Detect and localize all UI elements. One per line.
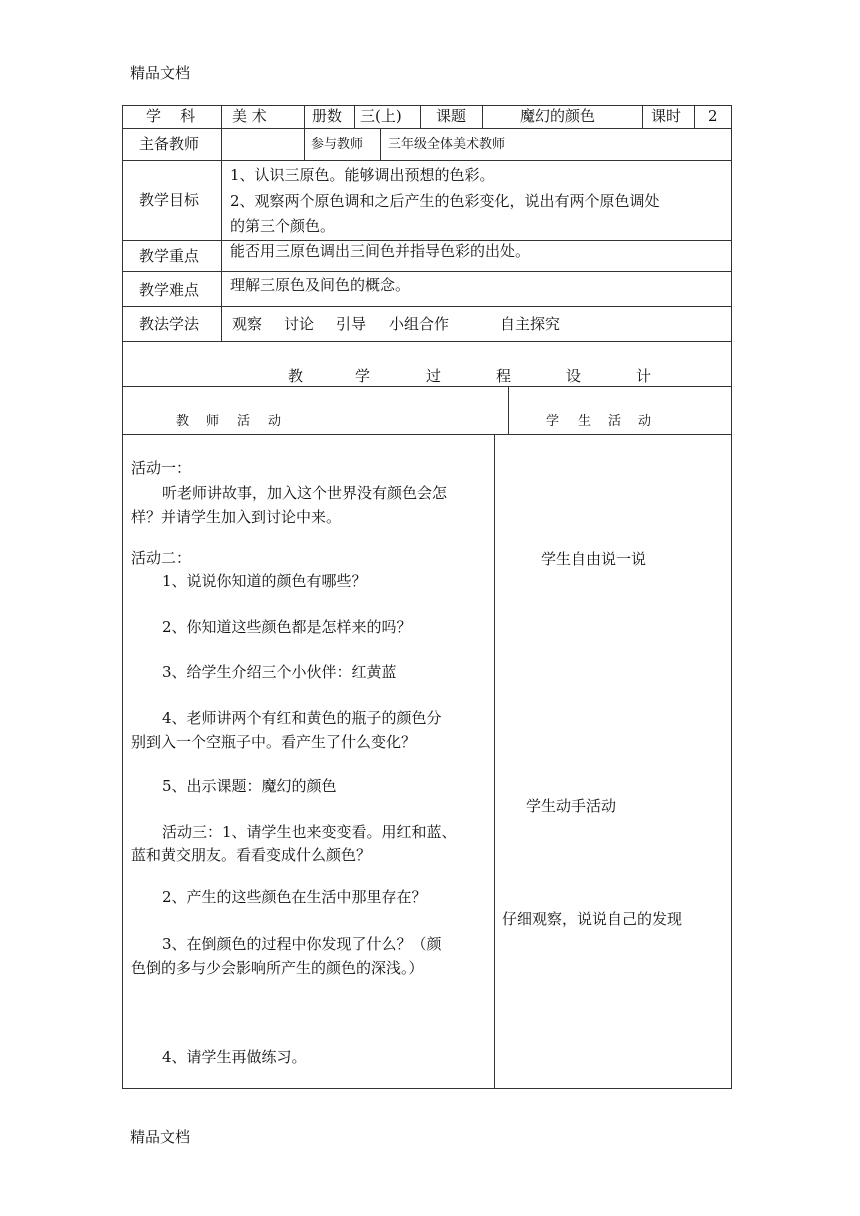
cell-divider bbox=[221, 128, 222, 160]
header-char: 动 bbox=[268, 414, 282, 429]
cell-divider bbox=[694, 105, 695, 128]
cell-divider bbox=[304, 105, 305, 128]
row-divider bbox=[122, 128, 732, 129]
activity-line: 2、产生的这些颜色在生活中那里存在？ bbox=[162, 888, 427, 906]
student-activity: 学生动手活动 bbox=[526, 797, 617, 815]
activity-line: 听老师讲故事，加入这个世界没有颜色会怎 bbox=[162, 484, 448, 502]
activity-heading: 活动二： bbox=[131, 549, 192, 567]
activity-line: 活动三：1、请学生也来变变看。用红和蓝、 bbox=[162, 823, 457, 841]
activity-line: 3、在倒颜色的过程中你发现了什么？（颜 bbox=[162, 935, 442, 953]
cell-divider bbox=[221, 160, 222, 341]
table-bottom-border bbox=[122, 1088, 732, 1089]
page-footer: 精品文档 bbox=[130, 1128, 191, 1146]
student-activity: 学生自由说一说 bbox=[541, 550, 647, 568]
student-activity: 仔细观察，说说自己的发现 bbox=[502, 910, 683, 928]
activity-line: 4、老师讲两个有红和黄色的瓶子的颜色分 bbox=[162, 709, 442, 727]
activity-line: 色倒的多与少会影响所产生的颜色的深浅。） bbox=[131, 959, 424, 977]
key-points-label: 教学重点 bbox=[139, 247, 200, 265]
activity-line: 4、请学生再做练习。 bbox=[162, 1048, 307, 1066]
objectives-label: 教学目标 bbox=[139, 191, 200, 209]
header-char: 学 bbox=[546, 414, 560, 429]
objective-line: 的第三个颜色。 bbox=[230, 217, 336, 235]
row-divider bbox=[122, 434, 732, 435]
hours-label: 课时 bbox=[651, 107, 682, 125]
process-title-char: 程 bbox=[496, 367, 512, 385]
process-title-char: 教 bbox=[288, 367, 304, 385]
process-title-char: 学 bbox=[355, 367, 371, 385]
header-char: 生 bbox=[578, 414, 592, 429]
hours-value: 2 bbox=[708, 107, 718, 125]
header-char: 活 bbox=[237, 414, 251, 429]
activity-line: 蓝和黄交朋友。看看变成什么颜色？ bbox=[131, 846, 372, 864]
row-divider bbox=[122, 160, 732, 161]
cell-divider bbox=[642, 105, 643, 128]
method-item: 讨论 bbox=[284, 315, 315, 333]
lead-teacher-label: 主备教师 bbox=[139, 135, 200, 153]
activity-line: 别到入一个空瓶子中。看产生了什么变化？ bbox=[131, 733, 417, 751]
row-divider bbox=[122, 306, 732, 307]
objective-line: 1、认识三原色。能够调出预想的色彩。 bbox=[230, 166, 495, 184]
row-divider bbox=[122, 386, 732, 387]
method-item: 引导 bbox=[336, 315, 367, 333]
participants-value: 三年级全体美术教师 bbox=[388, 137, 506, 152]
method-item: 小组合作 bbox=[389, 315, 450, 333]
table-right-border bbox=[731, 105, 732, 1088]
header-char: 教 bbox=[176, 414, 190, 429]
cell-divider bbox=[508, 386, 509, 434]
activity-line: 样？并请学生加入到讨论中来。 bbox=[131, 508, 342, 526]
difficulties-label: 教学难点 bbox=[139, 281, 200, 299]
activity-line: 1、说说你知道的颜色有哪些？ bbox=[162, 572, 367, 590]
difficulties-value: 理解三原色及间色的概念。 bbox=[230, 276, 411, 294]
row-divider bbox=[122, 341, 732, 342]
header-char: 动 bbox=[638, 414, 652, 429]
objective-line: 2、观察两个原色调和之后产生的色彩变化，说出有两个原色调处 bbox=[230, 192, 660, 210]
methods-label: 教法学法 bbox=[139, 315, 200, 333]
row-divider bbox=[122, 271, 732, 272]
row-divider bbox=[122, 240, 732, 241]
activity-line: 3、给学生介绍三个小伙伴：红黄蓝 bbox=[162, 663, 397, 681]
volume-value: 三(上) bbox=[360, 107, 402, 125]
cell-divider bbox=[304, 128, 305, 160]
header-char: 师 bbox=[206, 414, 220, 429]
subject-label: 学 科 bbox=[146, 107, 196, 125]
table-left-border bbox=[122, 105, 123, 1088]
method-item: 自主探究 bbox=[500, 315, 561, 333]
activity-line: 5、出示课题：魔幻的颜色 bbox=[162, 777, 337, 795]
volume-label: 册数 bbox=[312, 107, 343, 125]
process-title-char: 过 bbox=[426, 367, 442, 385]
cell-divider bbox=[494, 434, 495, 1088]
process-title-char: 设 bbox=[566, 367, 582, 385]
method-item: 观察 bbox=[232, 315, 263, 333]
cell-divider bbox=[420, 105, 421, 128]
cell-divider bbox=[482, 105, 483, 128]
table-top-border bbox=[122, 105, 732, 106]
topic-label: 课题 bbox=[436, 107, 467, 125]
process-title-char: 计 bbox=[636, 367, 652, 385]
activity-line: 2、你知道这些颜色都是怎样来的吗？ bbox=[162, 618, 412, 636]
key-points-value: 能否用三原色调出三间色并指导色彩的出处。 bbox=[230, 242, 531, 260]
subject-value: 美 术 bbox=[232, 107, 267, 125]
cell-divider bbox=[354, 105, 355, 128]
cell-divider bbox=[221, 105, 222, 128]
topic-value: 魔幻的颜色 bbox=[520, 107, 596, 125]
participants-label: 参与教师 bbox=[311, 137, 364, 152]
cell-divider bbox=[380, 128, 381, 160]
activity-heading: 活动一： bbox=[131, 459, 192, 477]
header-char: 活 bbox=[608, 414, 622, 429]
page-header: 精品文档 bbox=[130, 64, 191, 82]
